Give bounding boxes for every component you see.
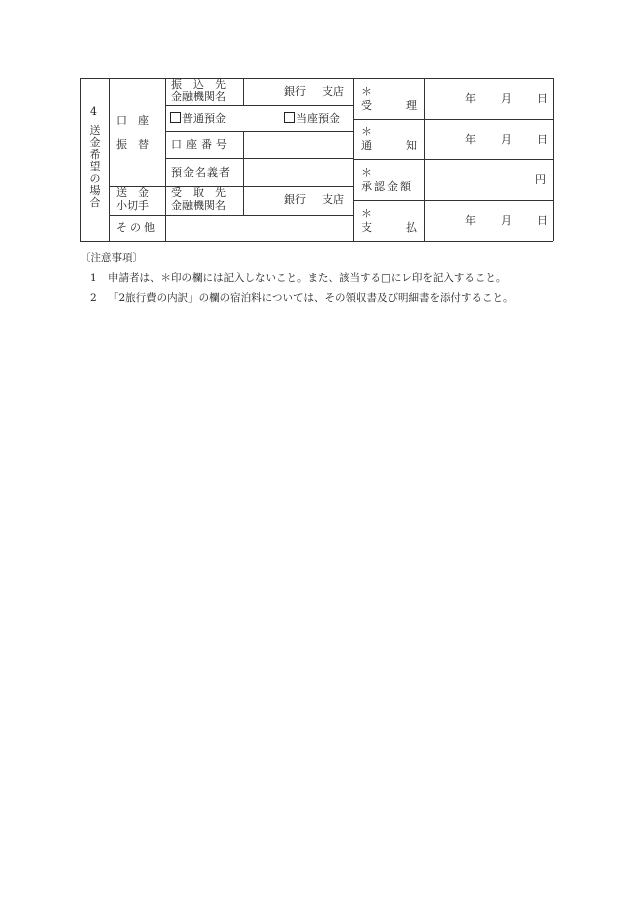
transfer-branch-suffix: 支店 bbox=[322, 85, 344, 98]
payment-day: 日 bbox=[537, 214, 548, 227]
note-number: 1 bbox=[90, 272, 97, 284]
current-checkbox[interactable] bbox=[284, 112, 295, 123]
notification-label: 通 知 bbox=[361, 139, 417, 152]
receipt-label: 受 理 bbox=[361, 99, 417, 112]
payment-label: 支 払 bbox=[361, 221, 417, 234]
remittance-check-label-2: 小切手 bbox=[116, 199, 149, 212]
note-item bbox=[90, 270, 506, 285]
notification-asterisk: ＊ bbox=[361, 125, 372, 138]
account-transfer-label-1: 口 座 bbox=[116, 114, 149, 127]
ordinary-label: 普通預金 bbox=[182, 112, 226, 125]
remittance-check-label-1: 送 金 bbox=[116, 186, 149, 199]
transfer-bank-suffix: 銀行 bbox=[284, 85, 306, 98]
receiving-bank-label-2: 金融機関名 bbox=[171, 199, 226, 212]
receipt-month: 月 bbox=[501, 92, 512, 105]
receipt-day: 日 bbox=[537, 92, 548, 105]
notification-year: 年 bbox=[465, 133, 476, 146]
section-title: 送金希望の場合 bbox=[89, 124, 101, 209]
approved-amount-label: 承認金額 bbox=[361, 180, 413, 193]
payment-year: 年 bbox=[465, 214, 476, 227]
note-number: 2 bbox=[90, 292, 97, 304]
payment-month: 月 bbox=[501, 214, 512, 227]
receipt-year: 年 bbox=[465, 92, 476, 105]
current-label: 当座預金 bbox=[296, 112, 340, 125]
other-label: その他 bbox=[116, 221, 158, 234]
notification-day: 日 bbox=[537, 133, 548, 146]
note-item bbox=[90, 290, 513, 305]
receiving-branch-suffix: 支店 bbox=[322, 193, 344, 206]
note-text: 「2旅行費の内訳」の欄の宿泊料については、その領収書及び明細書を添付すること。 bbox=[108, 292, 514, 304]
note-text: 申請者は、＊印の欄には記入しないこと。また、該当する□にレ印を記入すること。 bbox=[108, 272, 507, 284]
notes-heading: 〔注意事項〕 bbox=[80, 252, 143, 264]
account-transfer-label-2: 振 替 bbox=[116, 138, 149, 151]
payment-asterisk: ＊ bbox=[361, 207, 372, 220]
receiving-bank-suffix: 銀行 bbox=[284, 193, 306, 206]
approved-asterisk: ＊ bbox=[361, 166, 372, 179]
account-number-label: 口座番号 bbox=[171, 138, 231, 151]
ordinary-checkbox[interactable] bbox=[170, 112, 181, 123]
notification-month: 月 bbox=[501, 133, 512, 146]
deposit-current-option[interactable] bbox=[284, 112, 340, 125]
transfer-bank-label-2: 金融機関名 bbox=[171, 90, 226, 103]
deposit-ordinary-option[interactable] bbox=[170, 112, 226, 125]
receipt-asterisk: ＊ bbox=[361, 85, 372, 98]
approved-amount-currency: 円 bbox=[535, 173, 546, 186]
section-number: 4 bbox=[90, 105, 97, 118]
account-holder-label: 預金名義者 bbox=[171, 166, 231, 179]
receiving-bank-label-1: 受 取 先 bbox=[171, 186, 226, 199]
transfer-bank-label-1: 振 込 先 bbox=[171, 78, 226, 91]
